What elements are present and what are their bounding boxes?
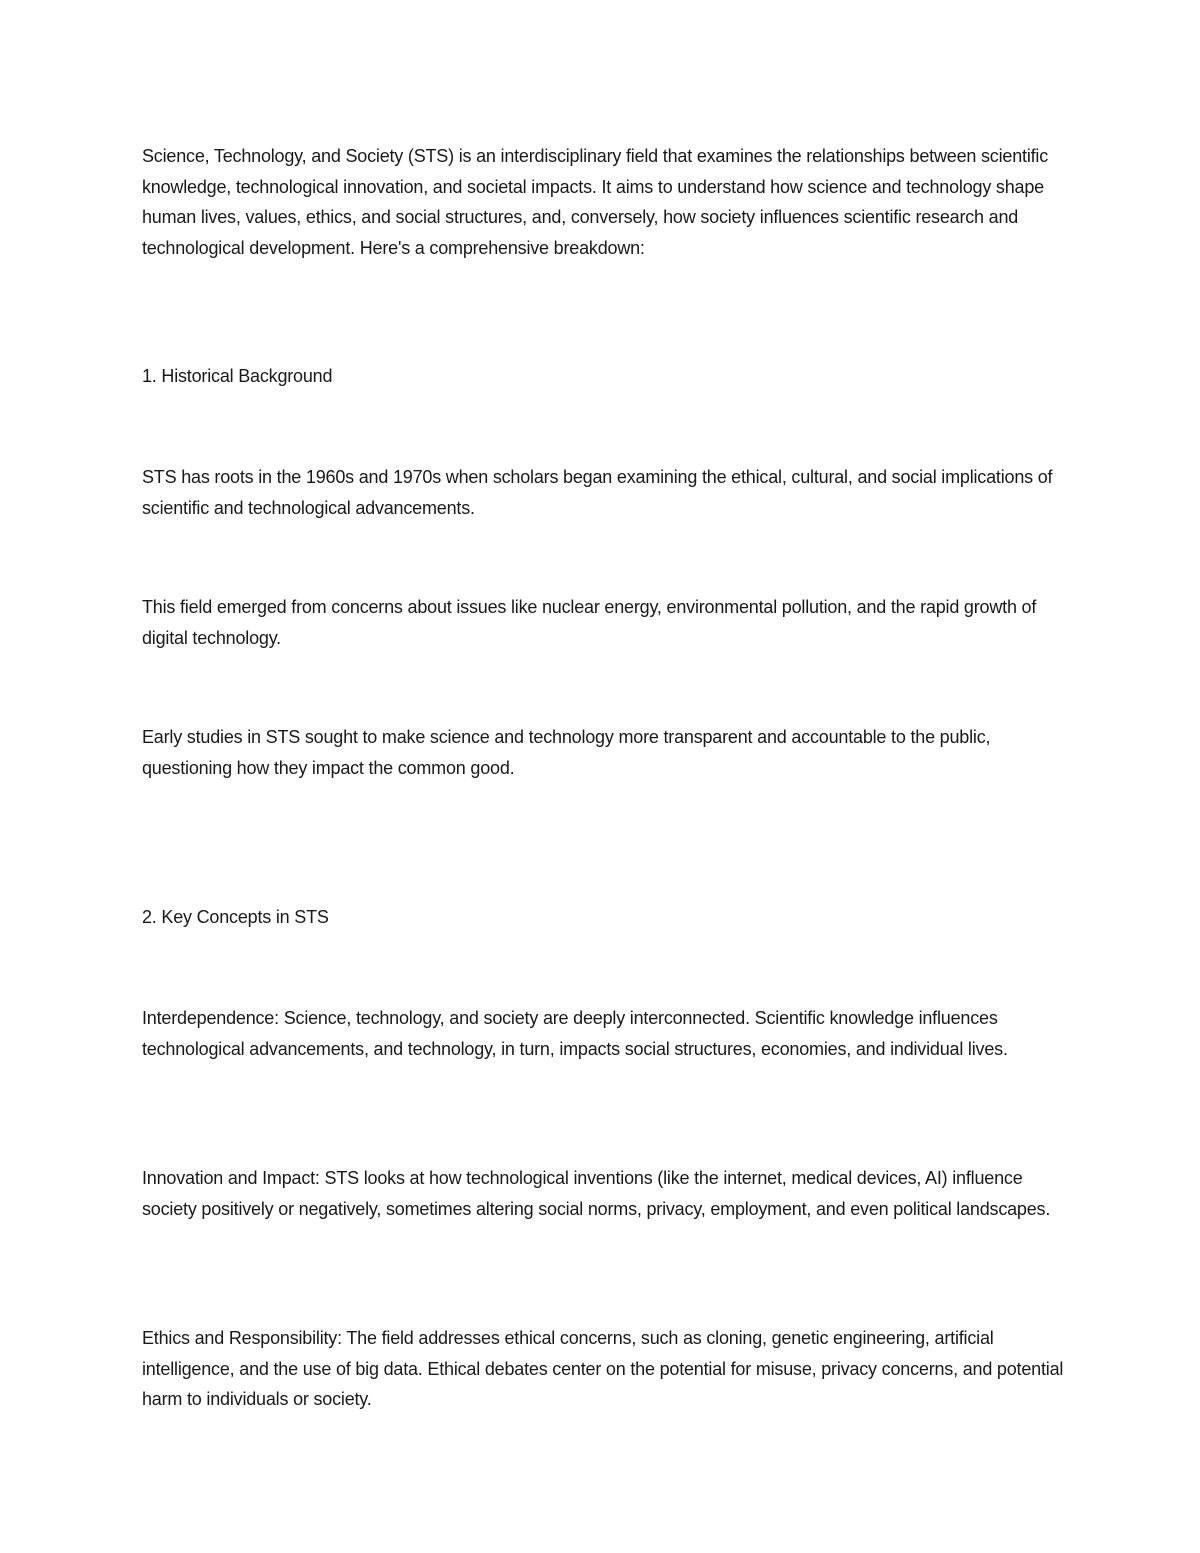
intro-paragraph: Science, Technology, and Society (STS) is an interdisciplinary field that examines the relationships between scientific knowledge, technological innovation, and societal impacts. It aims to understand how science and technology shape human lives, values, ethics, and social structures, and, conversely, how society influences scientific research and technological development. Here's a comprehensive breakdown: xyxy=(142,146,1049,258)
paragraph-ethics-and-responsibility: Ethics and Responsibility: The field addresses ethical concerns, such as cloning, genetic engineering, artificial intelligence, and the use of big data. Ethical debates center on the potential for misuse, privacy concerns, and potential harm to individuals or society. xyxy=(142,1328,1064,1409)
paragraph-innovation-and-impact: Innovation and Impact: STS looks at how technological inventions (like the internet, medical devices, AI) influence society positively or negatively, sometimes altering social norms, privacy, employment, and even political landscapes. xyxy=(142,1168,1051,1219)
paragraph-sts-roots: STS has roots in the 1960s and 1970s when scholars began examining the ethical, cultural, and social implications of scientific and technological advancements. xyxy=(142,467,1053,518)
section-heading-key-concepts: 2. Key Concepts in STS xyxy=(142,907,329,927)
paragraph-field-emerged: This field emerged from concerns about issues like nuclear energy, environmental pollution, and the rapid growth of digital technology. xyxy=(142,597,1037,648)
paragraph-early-studies: Early studies in STS sought to make science and technology more transparent and accountable to the public, questioning how they impact the common good. xyxy=(142,727,991,778)
section-heading-historical-background: 1. Historical Background xyxy=(142,366,333,386)
paragraph-interdependence: Interdependence: Science, technology, and society are deeply interconnected. Scientific knowledge influences technological advancements, and technology, in turn, impacts social structures, economies, and individual lives. xyxy=(142,1008,1008,1059)
